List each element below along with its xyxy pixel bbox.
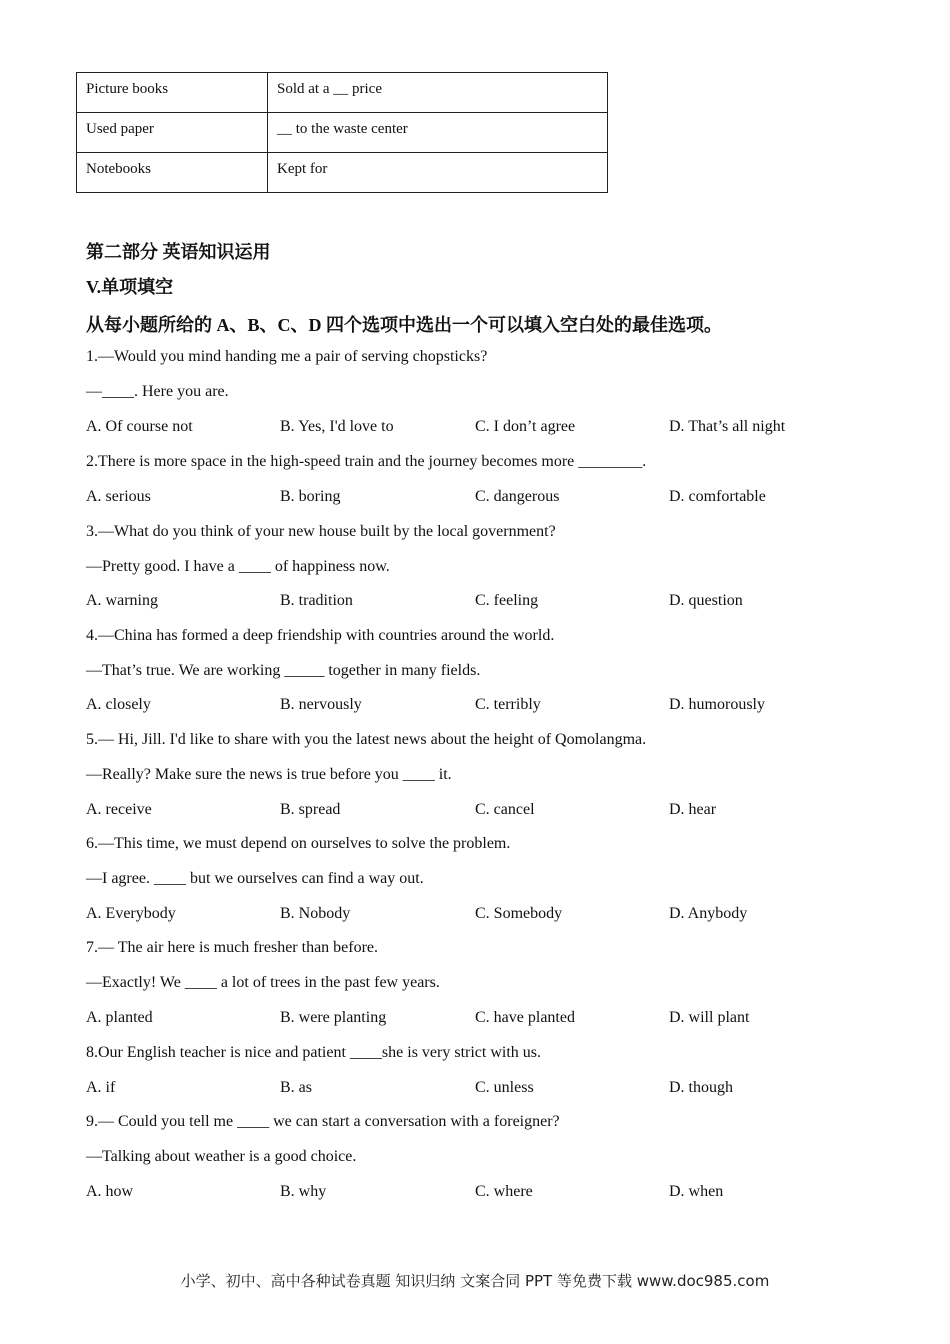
option-a: A. how xyxy=(86,1183,134,1200)
option-c: C. I don’t agree xyxy=(475,418,576,435)
option-d: D. will plant xyxy=(669,1009,750,1026)
table-cell: Picture books xyxy=(77,73,268,113)
option-b: B. why xyxy=(280,1183,327,1200)
option-b: B. were planting xyxy=(280,1009,387,1026)
option-a: A. serious xyxy=(86,488,151,505)
table-cell: Notebooks xyxy=(77,153,268,193)
option-c: C. terribly xyxy=(475,696,541,713)
option-d: D. when xyxy=(669,1183,724,1200)
question-reply: —Pretty good. I have a ____ of happiness now. xyxy=(86,558,390,575)
question-stem: 5.— Hi, Jill. I'd like to share with you the latest news about the height of Qomolangma. xyxy=(86,731,647,748)
question-reply: —I agree. ____ but we ourselves can find a way out. xyxy=(86,870,424,887)
table-row xyxy=(77,73,608,113)
option-b: B. as xyxy=(280,1079,312,1096)
option-c: C. cancel xyxy=(475,801,535,818)
option-c: C. where xyxy=(475,1183,533,1200)
page-footer xyxy=(0,1270,950,1291)
question-reply: —Talking about weather is a good choice. xyxy=(86,1148,357,1165)
instruction: 从每小题所给的 A、B、C、D 四个选项中选出一个可以填入空白处的最佳选项。 xyxy=(86,315,722,335)
table-cell: Kept for xyxy=(268,153,608,193)
section-subtitle: V.单项填空 xyxy=(86,277,174,297)
option-a: A. planted xyxy=(86,1009,153,1026)
option-b: B. Nobody xyxy=(280,905,351,922)
option-c: C. unless xyxy=(475,1079,534,1096)
table-cell: __ to the waste center xyxy=(268,113,608,153)
option-b: B. nervously xyxy=(280,696,362,713)
option-d: D. humorously xyxy=(669,696,765,713)
part-title: 第二部分 英语知识运用 xyxy=(86,242,271,262)
option-a: A. warning xyxy=(86,592,158,609)
question-stem: 4.—China has formed a deep friendship with countries around the world. xyxy=(86,627,555,644)
question-reply: —That’s true. We are working _____ together in many fields. xyxy=(86,662,481,679)
question-reply: —Really? Make sure the news is true before you ____ it. xyxy=(86,766,452,783)
option-a: A. Of course not xyxy=(86,418,193,435)
question-stem: 9.— Could you tell me ____ we can start a conversation with a foreigner? xyxy=(86,1113,560,1130)
option-b: B. spread xyxy=(280,801,341,818)
option-c: C. have planted xyxy=(475,1009,575,1026)
info-table xyxy=(76,72,608,193)
question-stem: 8.Our English teacher is nice and patient ____she is very strict with us. xyxy=(86,1044,542,1061)
option-a: A. closely xyxy=(86,696,151,713)
option-b: B. Yes, I'd love to xyxy=(280,418,394,435)
option-d: D. Anybody xyxy=(669,905,748,922)
question-stem: 2.There is more space in the high-speed train and the journey becomes more ________. xyxy=(86,453,647,470)
option-d: D. question xyxy=(669,592,743,609)
table-row xyxy=(77,113,608,153)
option-d: D. though xyxy=(669,1079,733,1096)
option-d: D. hear xyxy=(669,801,717,818)
question-stem: 1.—Would you mind handing me a pair of serving chopsticks? xyxy=(86,348,488,365)
question-reply: —____. Here you are. xyxy=(86,383,229,400)
table-cell: Sold at a __ price xyxy=(268,73,608,113)
option-d: D. comfortable xyxy=(669,488,766,505)
option-c: C. feeling xyxy=(475,592,539,609)
question-stem: 7.— The air here is much fresher than before. xyxy=(86,939,379,956)
table-row xyxy=(77,153,608,193)
question-stem: 6.—This time, we must depend on ourselves to solve the problem. xyxy=(86,835,511,852)
option-b: B. boring xyxy=(280,488,341,505)
option-a: A. Everybody xyxy=(86,905,176,922)
option-c: C. Somebody xyxy=(475,905,563,922)
option-a: A. if xyxy=(86,1079,116,1096)
option-c: C. dangerous xyxy=(475,488,560,505)
question-stem: 3.—What do you think of your new house built by the local government? xyxy=(86,523,556,540)
question-reply: —Exactly! We ____ a lot of trees in the past few years. xyxy=(86,974,440,991)
option-d: D. That’s all night xyxy=(669,418,786,435)
table-cell: Used paper xyxy=(77,113,268,153)
option-a: A. receive xyxy=(86,801,152,818)
footer-text: 小学、初中、高中各种试卷真题 知识归纳 文案合同 PPT 等免费下载 www.doc985.com xyxy=(180,1272,770,1290)
option-b: B. tradition xyxy=(280,592,353,609)
